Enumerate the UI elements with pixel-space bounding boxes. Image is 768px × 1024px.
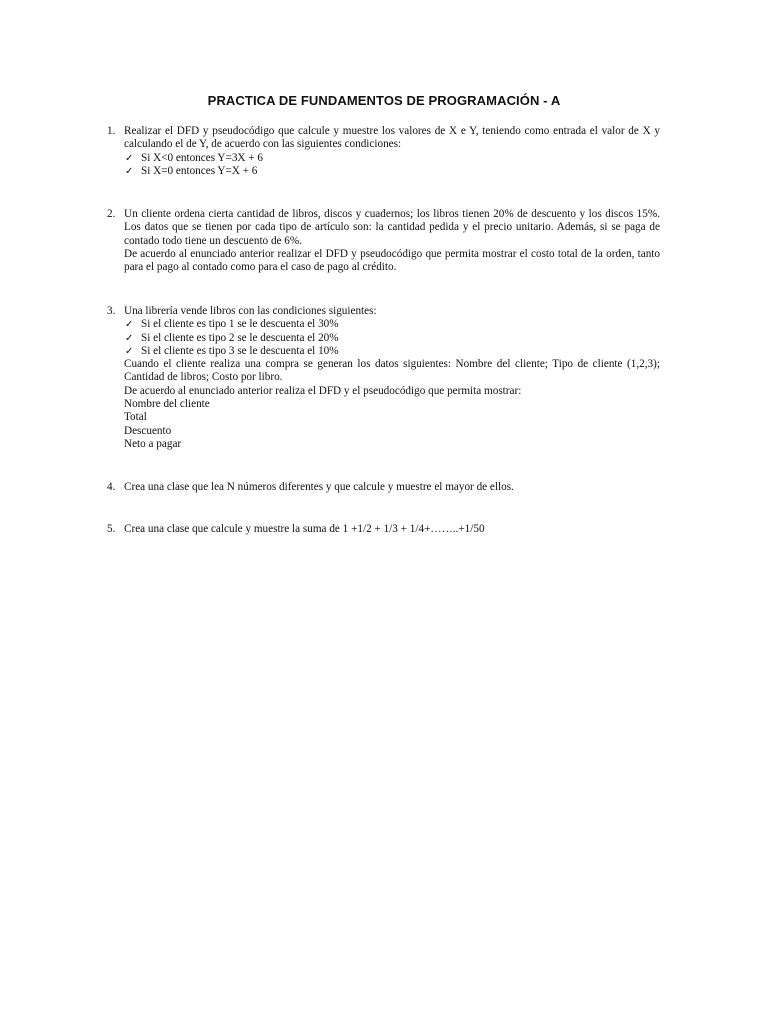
item-text: Una librería vende libros con las condiciones siguientes: <box>124 305 377 317</box>
condition-item <box>124 165 660 178</box>
condition-text: Si X=0 entonces Y=X + 6 <box>141 164 258 177</box>
output-field: Nombre del cliente <box>124 398 210 411</box>
condition-item <box>124 152 660 165</box>
output-field: Descuento <box>124 424 172 437</box>
condition-item <box>124 318 660 331</box>
condition-text: Si el cliente es tipo 2 se le descuenta el 20% <box>141 331 339 344</box>
item-text: Realizar el DFD y pseudocódigo que calcule y muestre los valores de X e Y, teniendo como entrada el valor de X y calculando el de Y, de acuerdo con las siguientes condiciones: <box>124 125 660 151</box>
item-number: 2. <box>107 208 116 220</box>
condition-item <box>124 345 660 358</box>
check-icon: ✓ <box>125 165 134 177</box>
condition-text: Si el cliente es tipo 1 se le descuenta el 30% <box>141 318 339 331</box>
list-item <box>107 208 660 274</box>
item-text: Crea una clase que lea N números diferentes y que calcule y muestre el mayor de ellos. <box>124 481 514 493</box>
item-text: Crea una clase que calcule y muestre la suma de 1 +1/2 + 1/3 + 1/4+……..+1/50 <box>124 523 485 535</box>
check-icon: ✓ <box>125 345 134 357</box>
item-text: Un cliente ordena cierta cantidad de libros, discos y cuadernos; los libros tienen 20% de descuento y los discos 15%. Los datos que se tienen por cada tipo de artículo son: la cantidad pedida y el precio unitario. Además, si se paga de contado todo tiene un descuento de 6%. <box>124 208 660 247</box>
check-icon: ✓ <box>125 332 134 344</box>
check-icon: ✓ <box>125 152 134 164</box>
condition-text: Si el cliente es tipo 3 se le descuenta el 10% <box>141 344 339 357</box>
item-number: 5. <box>107 523 116 535</box>
item-text-continued: De acuerdo al enunciado anterior realizar el DFD y pseudocódigo que permita mostrar el costo total de la orden, tanto para el pago al contado como para el caso de pago al crédito. <box>124 247 660 274</box>
list-item <box>107 125 660 178</box>
output-field: Total <box>124 411 147 424</box>
list-item <box>107 305 660 451</box>
item-number: 1. <box>107 125 116 137</box>
check-icon: ✓ <box>125 319 134 331</box>
condition-item <box>124 332 660 345</box>
item-text-continued: De acuerdo al enunciado anterior realiza el DFD y el pseudocódigo que permita mostrar: <box>124 384 522 397</box>
list-item <box>107 523 660 536</box>
item-number: 3. <box>107 305 116 317</box>
item-text-continued: Cuando el cliente realiza una compra se generan los datos siguientes: Nombre del cliente; Tipo de cliente (1,2,3); Cantidad de libros; Costo por libro. <box>124 358 660 384</box>
item-number: 4. <box>107 481 116 493</box>
condition-text: Si X<0 entonces Y=3X + 6 <box>141 151 263 164</box>
list-item <box>107 481 660 494</box>
page-title: PRACTICA DE FUNDAMENTOS DE PROGRAMACIÓN - A <box>207 93 561 108</box>
output-field: Neto a pagar <box>124 437 182 450</box>
